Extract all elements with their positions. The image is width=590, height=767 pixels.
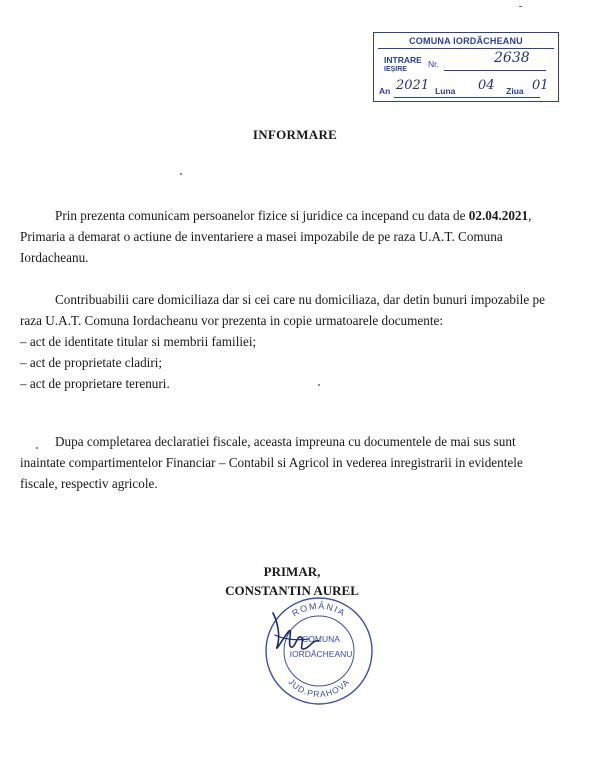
paragraph-submission	[20, 431, 560, 494]
seal-top-text: ROMÂNIA	[290, 600, 348, 619]
stamp-divider	[378, 48, 554, 49]
document-title: INFORMARE	[252, 127, 338, 142]
scan-speck	[36, 447, 38, 449]
stamp-intrare-iesire	[384, 56, 422, 74]
stamp-an-label: An	[379, 86, 391, 96]
paragraph-required-documents	[20, 289, 560, 394]
stamp-luna-value: 04	[478, 78, 495, 93]
paragraph-inventory-notice	[20, 205, 560, 268]
list-item: – act de proprietate cladiri;	[20, 355, 163, 370]
list-item: – act de identitate titular si membrii familiei;	[20, 334, 257, 349]
handwritten-signature	[273, 613, 319, 649]
p3-text: Dupa completarea declaratiei fiscale, aceasta impreuna cu documentele de mai sus sunt inaintate compartimentelor Financiar – Contabil si Agricol in vederea inregistrarii in evidentele fiscale, respectiv agricole.	[20, 434, 523, 491]
stamp-ziua-label: Ziua	[506, 86, 524, 96]
scan-speck	[519, 6, 522, 7]
p2-intro: Contribuabilii care domiciliaza dar si cei care nu domiciliaza, dar detin bunuri impozabile pe raza U.A.T. Comuna Iordacheanu vor prezenta in copie urmatoarele documente:	[20, 292, 545, 328]
list-item: – act de proprietare terenuri.	[20, 376, 170, 391]
stamp-intrare-label: INTRARE	[384, 55, 422, 65]
scan-speck	[318, 384, 320, 386]
p1-date: 02.04.2021	[468, 208, 529, 223]
stamp-date-line	[394, 97, 540, 98]
signatory-name: CONSTANTIN AUREL	[225, 583, 359, 598]
stamp-institution: COMUNA IORDĂCHEANU	[409, 36, 523, 46]
stamp-luna-label: Luna	[435, 86, 456, 96]
stamp-an-value: 2021	[396, 78, 430, 93]
official-seal	[263, 595, 375, 707]
registration-stamp	[373, 32, 559, 102]
scan-speck	[180, 173, 182, 175]
seal-line1: COMUNA	[302, 634, 340, 644]
stamp-iesire-label: IEȘIRE	[384, 66, 407, 73]
seal-line2: IORDĂCHEANU	[289, 649, 353, 659]
stamp-nr-line	[444, 70, 546, 71]
stamp-ziua-value: 01	[532, 78, 549, 93]
p1-text-after: , Primaria a demarat o actiune de inventariere a masei impozabile de pe raza U.A.T. Comuna Iordacheanu.	[20, 208, 532, 265]
stamp-nr-label: Nr.	[428, 59, 439, 69]
stamp-nr-value: 2638	[494, 50, 530, 66]
seal-bottom-text: JUD.PRAHOVA	[286, 676, 352, 700]
signatory-role: PRIMAR,	[263, 564, 321, 579]
p1-text-before: Prin prezenta comunicam persoanelor fizice si juridice ca incepand cu data de	[55, 208, 466, 223]
